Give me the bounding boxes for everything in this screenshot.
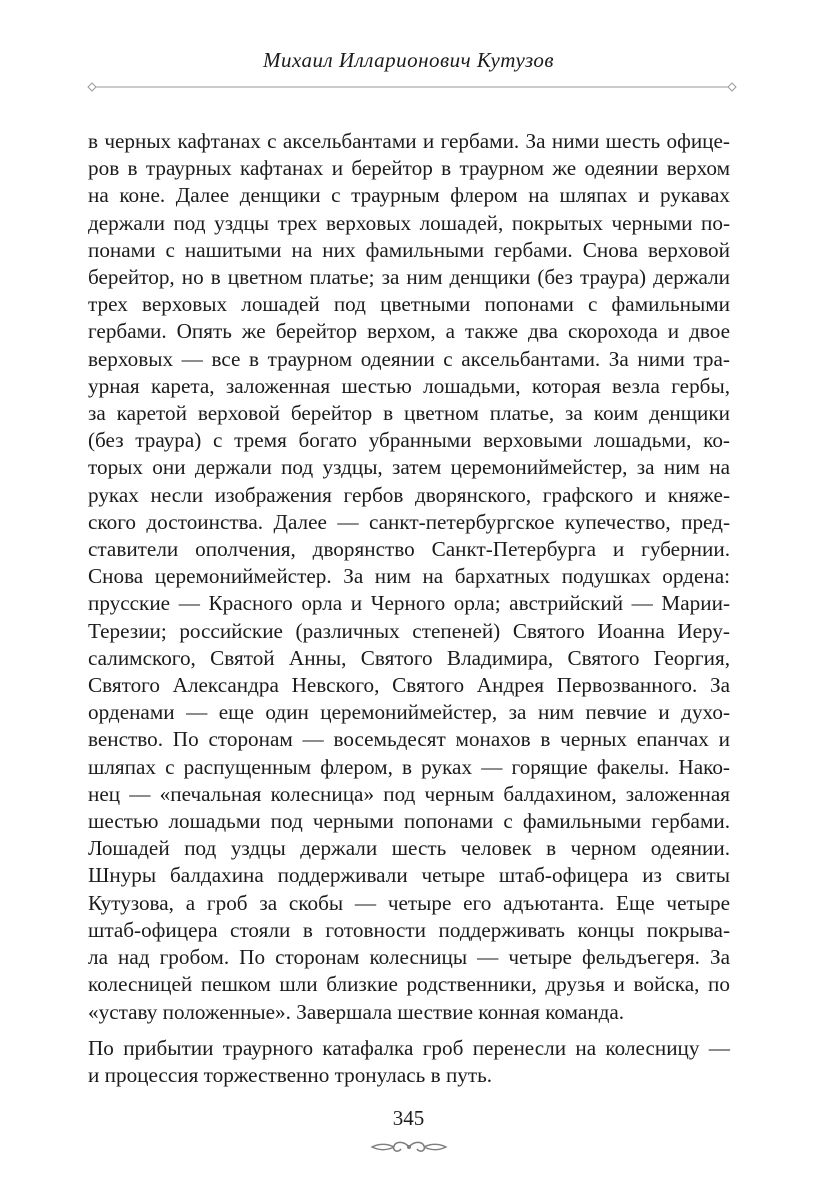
text-line: трех верховых лошадей под цветными попонами с фамильными [88, 292, 730, 317]
text-line: Терезии; российские (различных степеней) Святого Иоанна Иеру- [88, 618, 730, 643]
running-title: Михаил Илларионович Кутузов [262, 48, 555, 72]
text-line: верховых — все в траурном одеянии с аксельбантами. За ними тра- [88, 346, 730, 371]
text-line: ров в траурных кафтанах и берейтор в траурном же одеянии верхом [88, 156, 730, 181]
text-line: понами с нашитыми на них фамильными гербами. Снова верховой [88, 237, 730, 262]
text-line: ского достоинства. Далее — санкт-петербургское купечество, пред- [88, 509, 730, 534]
text-line: руках несли изображения гербов дворянского, графского и княже- [88, 482, 730, 507]
text-line: ставители ополчения, дворянство Санкт-Петербурга и губернии. [88, 537, 730, 562]
text-line: Лошадей под уздцы держали шесть человек в черном одеянии. [88, 836, 730, 861]
text-line: ла над гробом. По сторонам колесницы — четыре фельдъегеря. За [88, 945, 730, 970]
paragraph-2 [88, 1035, 730, 1089]
header-rule-ornament [86, 79, 738, 95]
text-line: берейтор, но в цветном платье; за ним денщики (без траура) держали [88, 265, 730, 290]
text-line: шестью лошадьми под черными попонами с фамильными гербами. [88, 809, 730, 834]
text-line: салимского, Святой Анны, Святого Владимира, Святого Георгия, [88, 645, 730, 670]
text-line: (без траура) с тремя богато убранными верховыми лошадьми, ко- [88, 428, 730, 453]
text-line: в черных кафтанах с аксельбантами и гербами. За ними шесть офице- [88, 129, 730, 153]
text-line: Святого Александра Невского, Святого Андрея Первозванного. За [88, 673, 730, 698]
text-line: на коне. Далее денщики с траурным флером на шляпах и рукавах [88, 183, 730, 208]
text-line: шляпах с распущенным флером, в руках — горящие факелы. Нако- [88, 754, 730, 779]
page-number: 345 [392, 1106, 425, 1130]
text-line: Снова церемониймейстер. За ним на бархатных подушках ордена: [88, 564, 730, 589]
text-line: штаб-офицера стояли в готовности поддерживать концы покрыва- [88, 917, 730, 942]
text-line: орденами — еще один церемониймейстер, за ним певчие и духо- [88, 700, 730, 725]
text-line: держали под уздцы трех верховых лошадей, покрытых черными по- [88, 210, 730, 235]
text-line: урная карета, заложенная шестью лошадьми, которая везла гербы, [88, 373, 730, 398]
main-text [88, 128, 730, 1089]
text-line: за каретой верховой берейтор в цветном платье, за коим денщики [88, 401, 730, 426]
text-line: Кутузова, а гроб за скобы — четыре его адъютанта. Еще четыре [88, 890, 730, 915]
text-line: «уставу положенные». Завершала шествие конная команда. [88, 999, 625, 1024]
paragraph-1 [88, 128, 730, 1026]
text-line: гербами. Опять же берейтор верхом, а также два скорохода и двое [88, 319, 730, 344]
text-line: венство. По сторонам — восемьдесят монахов в черных епанчах и [88, 727, 730, 752]
text-line: По прибытии траурного катафалка гроб перенесли на колесницу — [88, 1035, 730, 1060]
text-line: и процессия торжественно тронулась в путь. [88, 1062, 493, 1087]
text-line: торых они держали под уздцы, затем церемониймейстер, за ним на [88, 455, 730, 480]
footer-ornament [368, 1138, 450, 1156]
text-line: нец — «печальная колесница» под черным балдахином, заложенная [88, 781, 730, 806]
text-line: прусские — Красного орла и Черного орла; австрийский — Марии- [88, 591, 730, 616]
text-line: колесницей пешком шли близкие родственники, друзья и войска, по [88, 972, 730, 997]
text-line: Шнуры балдахина поддерживали четыре штаб-офицера из свиты [88, 863, 730, 888]
